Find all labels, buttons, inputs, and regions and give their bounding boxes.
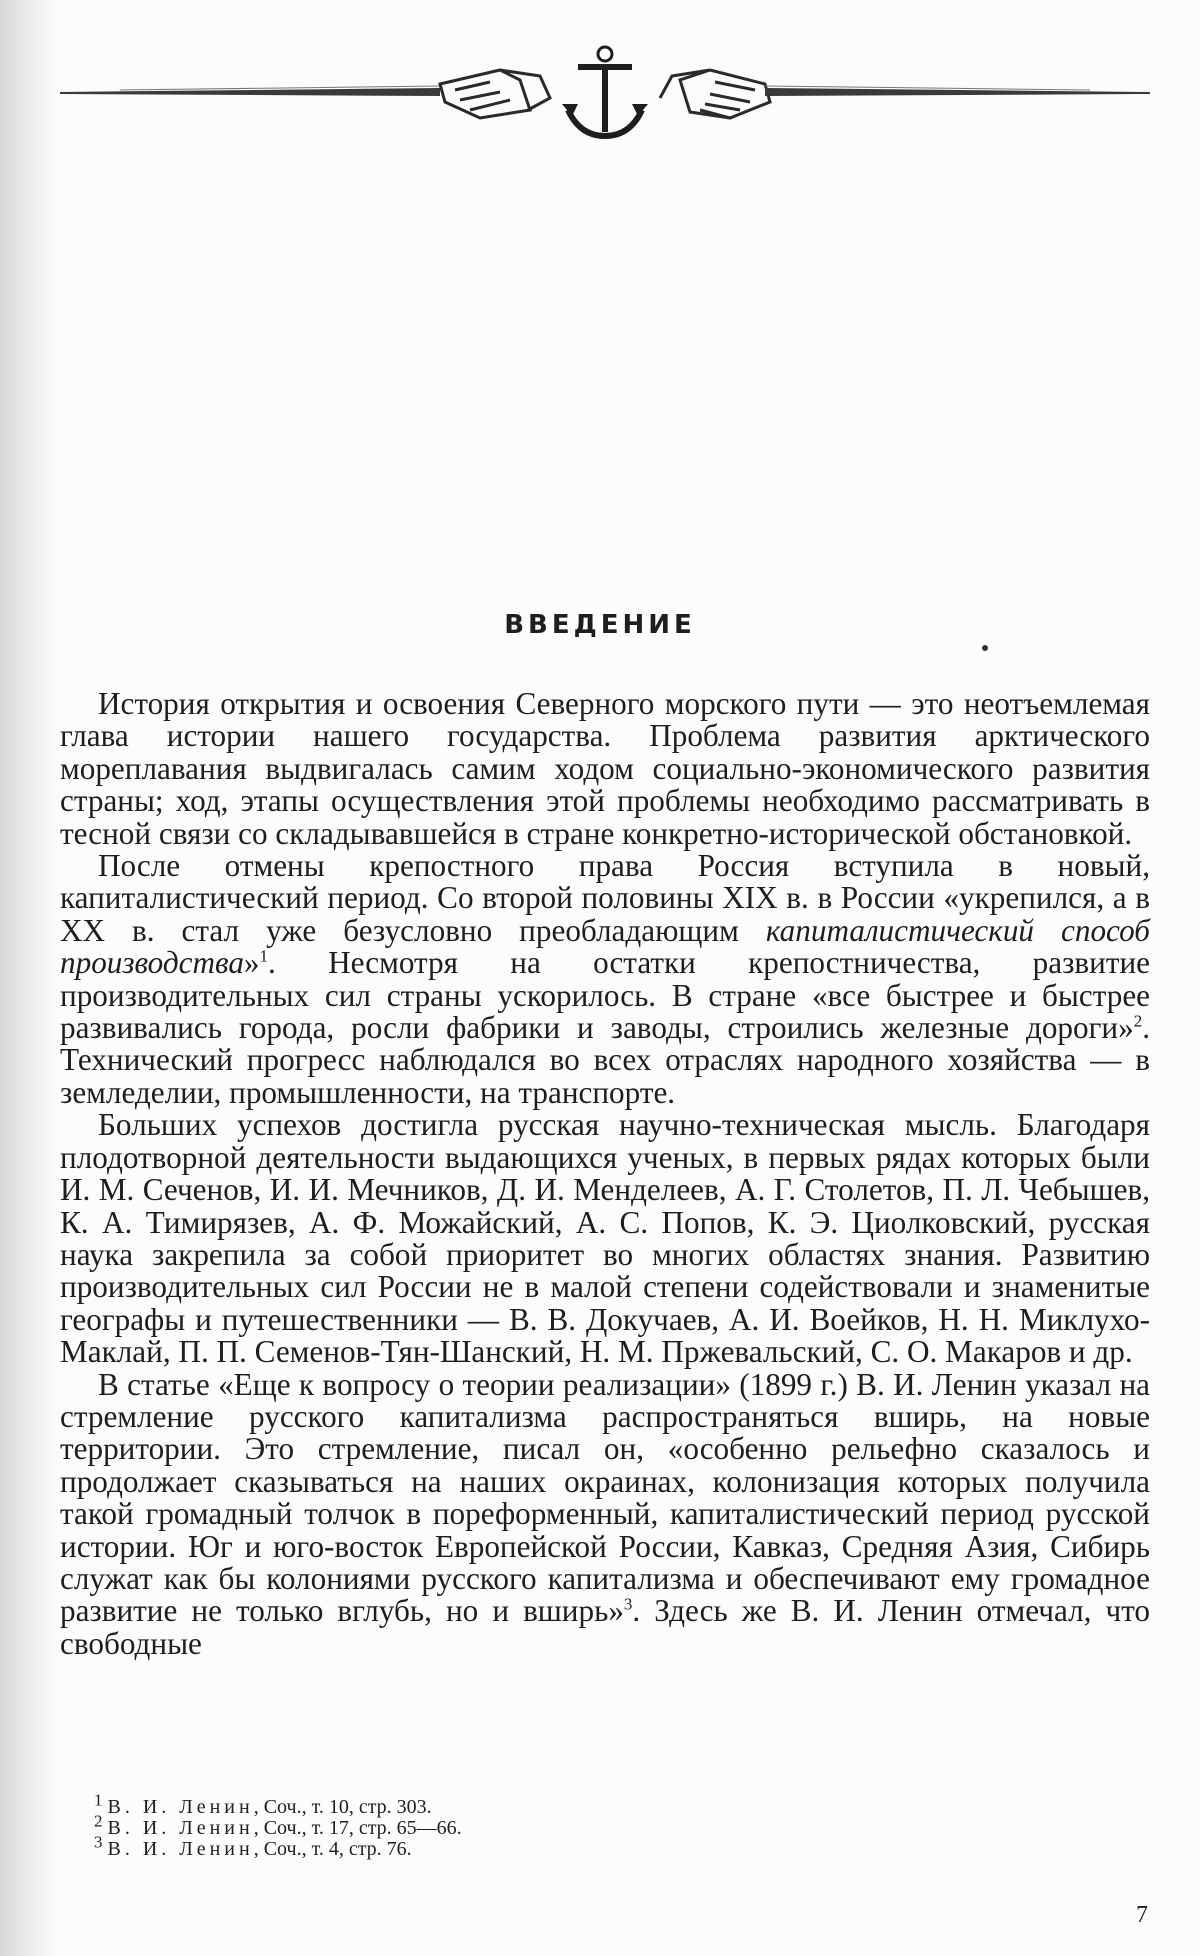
footnote-author: В. И. Ленин (107, 1796, 254, 1818)
paragraph (60, 850, 1150, 1109)
italic-quote: капиталистический способ производства (60, 912, 1150, 981)
footnote-source: , Соч., т. 4, стр. 76. (253, 1838, 412, 1860)
paragraph-text: . Здесь же В. И. Ленин отмечал, что свободные (60, 1593, 1151, 1661)
footnote-source: , Соч., т. 17, стр. 65—66. (253, 1817, 462, 1839)
paragraph (60, 1366, 1151, 1661)
footnote (94, 1790, 1094, 1818)
footnote-author: В. И. Ленин (107, 1838, 254, 1860)
paragraph-text: . Технический прогресс наблюдался во всех отраслях народного хозяйства — в земледелии, промышленности, на транспорте. (60, 1010, 1150, 1110)
page-binding-shadow (0, 0, 60, 1956)
footnote-mark: 2 (94, 1811, 103, 1831)
footnote (94, 1832, 1094, 1860)
paragraph-text: В статье «Еще к вопросу о теории реализации» (1899 г.) В. И. Ленин указал на стремление русского капитализма распространяться вширь, на новые территории. Это стремление, писал он, «особенно рельефно сказалось и продолжает сказываться на наших окраинах, колонизация которых получила такой громадный толчок в пореформенный, капиталистический период русской истории. Юг и юго-восток Европейской России, Кавказ, Средняя Азия, Сибирь служат как бы колониями русского капитализма и обеспечивают ему громадное развитие не только вглубь, но и вширь» (60, 1366, 1150, 1629)
paragraph-text: » (243, 945, 260, 981)
footnote (94, 1811, 1094, 1839)
print-dot (982, 645, 988, 651)
paragraph-text: После отмены крепостного права Россия вступила в новый, капиталистический период. Со второй половины XIX в. в России «укрепился, а в XX в. стал уже безусловно преобладающим (60, 848, 1150, 948)
footnote-ref: 2 (1133, 1011, 1143, 1031)
footnote-mark: 3 (94, 1832, 103, 1852)
footnote-ref: 3 (623, 1594, 633, 1614)
page-number: 7 (1136, 1902, 1148, 1928)
footnotes (94, 1790, 1094, 1860)
chapter-heading: ВВЕДЕНИЕ (504, 610, 696, 640)
paragraph: История открытия и освоения Северного морского пути — это неотъемлемая глава истории нашего государства. Проблема развития арктического мореплавания выдвигалась самим ходом социально-экономического развития страны; ход, этапы осуществления этой проблемы необходимо рассматривать в тесной связи со складывавшейся в стране конкретно-исторической обстановкой. (60, 686, 1150, 851)
footnote-ref: 1 (259, 946, 269, 966)
anchor-ornament-icon (60, 40, 1150, 140)
anchor-icon (562, 47, 648, 136)
footnote-source: , Соч., т. 10, стр. 303. (253, 1796, 432, 1818)
paragraph: Больших успехов достигла русская научно-техническая мысль. Благодаря плодотворной деятельности выдающихся ученых, в первых рядах которых были И. М. Сеченов, И. И. Мечников, Д. И. Менделеев, А. Г. Столетов, П. Л. Чебышев, К. А. Тимирязев, А. Ф. Можайский, А. С. Попов, К. Э. Циолковский, русская наука закрепила за собой приоритет во многих областях знания. Развитию производительных сил России не в малой степени содействовали и знаменитые географы и путешественники — В. В. Докучаев, А. И. Воейков, Н. Н. Миклухо-Маклай, П. П. Семенов-Тян-Шанский, Н. М. Пржевальский, С. О. Макаров и др. (60, 1107, 1150, 1370)
chapter-body (60, 688, 1150, 1660)
footnote-author: В. И. Ленин (107, 1817, 254, 1839)
footnote-mark: 1 (94, 1790, 103, 1810)
paragraph-text: . Несмотря на остатки крепостничества, развитие производительных сил страны ускорилось. В стране «все быстрее и быстрее развивались города, росли фабрики и заводы, строились железные дороги» (60, 945, 1150, 1046)
